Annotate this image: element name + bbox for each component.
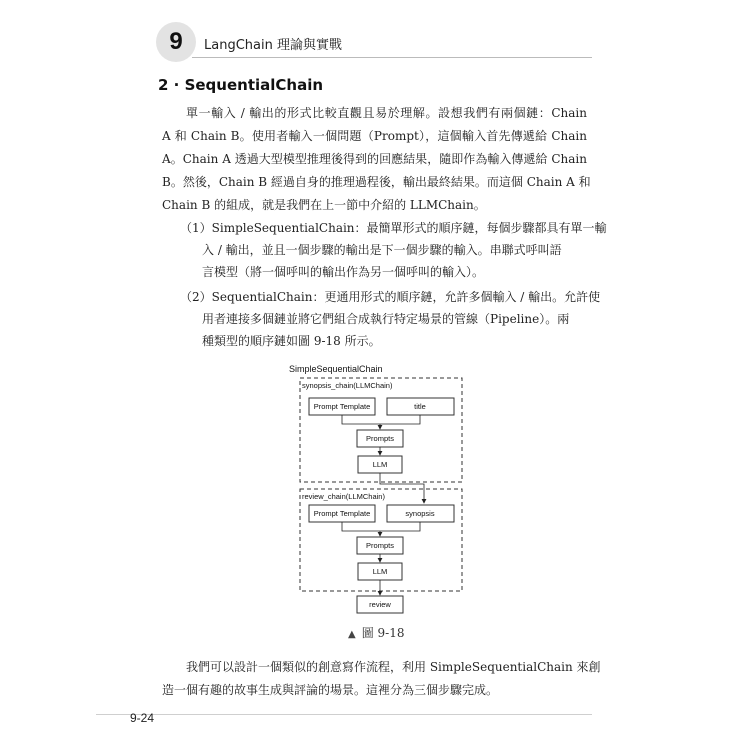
prompt-template-label: Prompt Template: [313, 509, 371, 518]
list-item-line: （1）SimpleSequentialChain：最簡單形式的順序鏈，每個步驟都具有單一輸: [180, 221, 607, 235]
list-item-line: 用者連接多個鏈並將它們組合成執行特定場景的管線（Pipeline）。兩: [202, 312, 570, 326]
list-item-line: 言模型（將一個呼叫的輸出作為另一個呼叫的輸入）。: [202, 265, 485, 279]
triangle-icon: ▲: [348, 629, 356, 640]
list-item-line: 種類型的順序鏈如圖 9-18 所示。: [202, 334, 381, 348]
page-number: 9-24: [130, 711, 155, 725]
sequential-chain-diagram: [280, 358, 470, 618]
paragraph-line: A 和 Chain B。使用者輸入一個問題（Prompt），這個輸入首先傳遞給 Chain: [162, 129, 587, 143]
list-item-line: （2）SequentialChain：更通用形式的順序鏈，允許多個輸入 / 輸出。允許使: [180, 290, 601, 304]
synopsis-input-label: synopsis: [405, 509, 435, 518]
llm-label: LLM: [372, 460, 388, 469]
prompts-label: Prompts: [366, 541, 394, 550]
figure-caption-text: 圖 9-18: [361, 626, 405, 640]
list-item: [180, 217, 607, 283]
outro-paragraph: [162, 656, 601, 702]
figure-caption: [348, 624, 404, 641]
diagram-title: SimpleSequentialChain: [289, 364, 383, 374]
intro-paragraph: [162, 102, 592, 217]
prompt-template-label: Prompt Template: [313, 402, 371, 411]
chapter-number-badge: [156, 22, 196, 62]
paragraph-line: 造一個有趣的故事生成與評論的場景。這裡分為三個步驟完成。: [162, 683, 499, 697]
footer-divider: [96, 714, 592, 715]
list-item: [180, 286, 600, 352]
review-chain-label: review_chain(LLMChain): [302, 492, 385, 501]
paragraph-line: 單一輸入 / 輸出的形式比較直觀且易於理解。設想我們有兩個鏈：Chain: [186, 106, 587, 120]
paragraph-line: 我們可以設計一個類似的創意寫作流程，利用 SimpleSequentialChain 來創: [186, 660, 601, 674]
header-divider: [192, 57, 592, 58]
list-item-line: 入 / 輸出，並且一個步驟的輸出是下一個步驟的輸入。串聯式呼叫語: [202, 243, 562, 257]
chapter-number: 9: [169, 28, 183, 55]
section-title: 2 · SequentialChain: [158, 76, 324, 94]
paragraph-line: B。然後，Chain B 經過自身的推理過程後，輸出最終結果。而這個 Chain A 和: [162, 175, 591, 189]
title-input-label: title: [414, 402, 426, 411]
review-output-label: review: [369, 600, 391, 609]
llm-label: LLM: [372, 567, 388, 576]
chapter-title: LangChain 理論與實戰: [204, 38, 342, 53]
paragraph-line: Chain B 的組成，就是我們在上一節中介紹的 LLMChain。: [162, 198, 486, 212]
synopsis-chain-label: synopsis_chain(LLMChain): [302, 381, 393, 390]
prompts-label: Prompts: [366, 434, 394, 443]
paragraph-line: A。Chain A 透過大型模型推理後得到的回應結果，隨即作為輸入傳遞給 Chain: [162, 152, 587, 166]
